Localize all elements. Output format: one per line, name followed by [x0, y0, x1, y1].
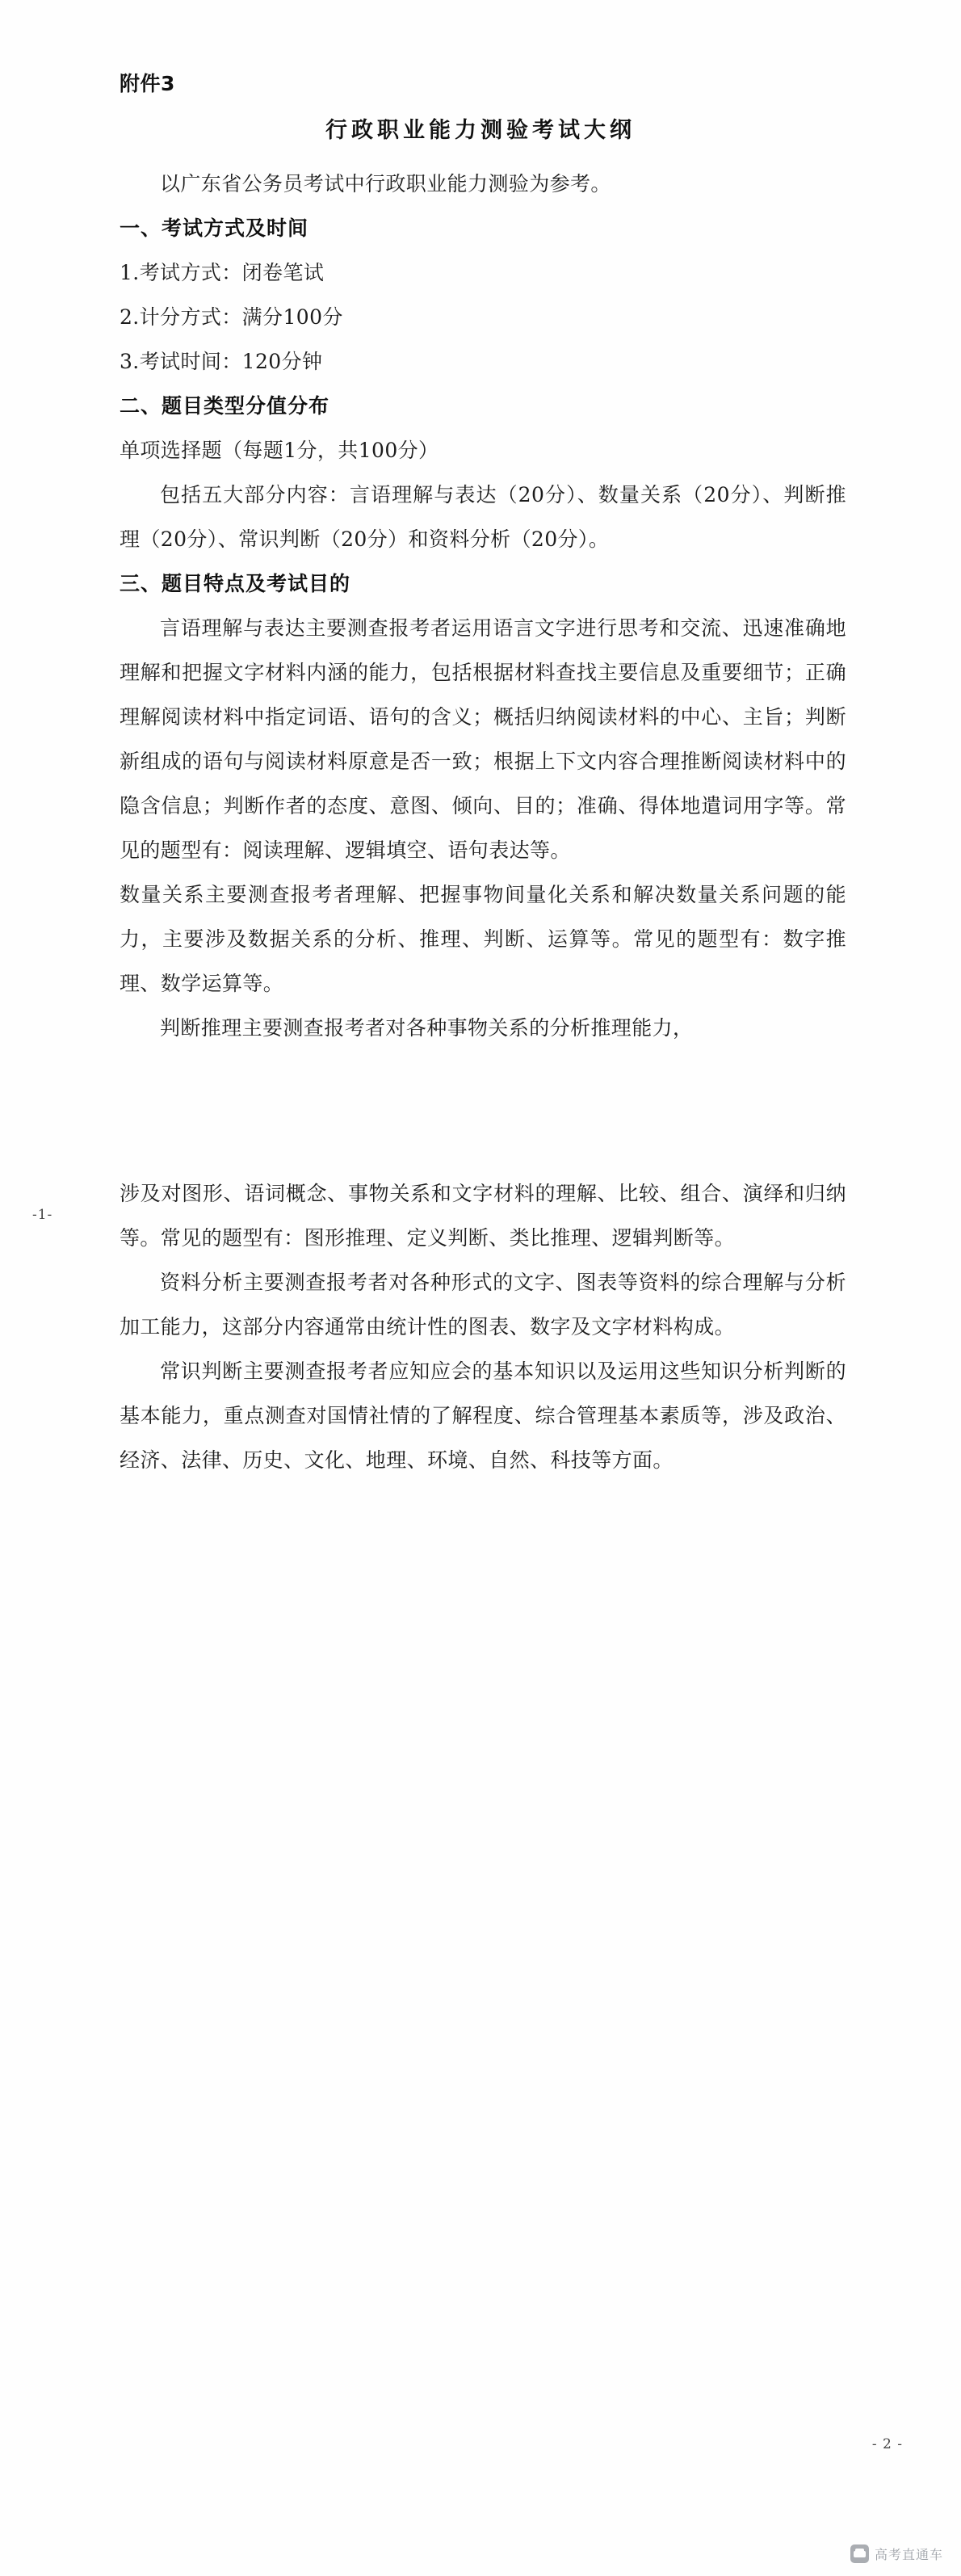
paragraph-judgement-reasoning-part2: 涉及对图形、语词概念、事物关系和文字材料的理解、比较、组合、演绎和归纳等。常见的题型有：图形推理、定义判断、类比推理、逻辑判断等。	[120, 1181, 846, 1250]
document-content	[120, 71, 846, 1482]
section1-item-3: 3.考试时间：120分钟	[120, 349, 323, 373]
paragraph-data-analysis: 资料分析主要测查报考者对各种形式的文字、图表等资料的综合理解与分析加工能力，这部分内容通常由统计性的图表、数字及文字材料构成。	[120, 1270, 846, 1338]
watermark	[850, 2544, 943, 2563]
paragraph-judgement-reasoning-part1: 判断推理主要测查报考者对各种事物关系的分析推理能力，	[160, 1015, 694, 1040]
section1-item-1: 1.考试方式：闭卷笔试	[120, 260, 325, 284]
page-number-1: -1-	[32, 1207, 53, 1223]
paragraph-quantitative-relations: 数量关系主要测查报考者理解、把握事物间量化关系和解决数量关系问题的能力，主要涉及数据关系的分析、推理、判断、运算等。常见的题型有：数字推理、数学运算等。	[120, 882, 846, 995]
section2-line-1: 单项选择题（每题1分，共100分）	[120, 438, 439, 462]
car-icon	[850, 2544, 869, 2563]
page-number-2: - 2 -	[871, 2436, 903, 2452]
page-break-spacer	[120, 1050, 846, 1171]
attachment-label: 附件3	[120, 72, 175, 95]
section-heading-2: 二、题目类型分值分布	[120, 393, 330, 418]
section-heading-1: 一、考试方式及时间	[120, 216, 309, 240]
section1-item-2: 2.计分方式：满分100分	[120, 305, 343, 329]
paragraph-general-knowledge: 常识判断主要测查报考者应知应会的基本知识以及运用这些知识分析判断的基本能力，重点测查对国情社情的了解程度、综合管理基本素质等，涉及政治、经济、法律、历史、文化、地理、环境、自然、科技等方面。	[120, 1359, 846, 1472]
paragraph-verbal-comprehension: 言语理解与表达主要测查报考者运用语言文字进行思考和交流、迅速准确地理解和把握文字材料内涵的能力，包括根据材料查找主要信息及重要细节；正确理解阅读材料中指定词语、语句的含义；概括归纳阅读材料的中心、主旨；判断新组成的语句与阅读材料原意是否一致；根据上下文内容合理推断阅读材料中的隐含信息；判断作者的态度、意图、倾向、目的；准确、得体地遣词用字等。常见的题型有：阅读理解、逻辑填空、语句表达等。	[120, 616, 846, 862]
intro-paragraph: 以广东省公务员考试中行政职业能力测验为参考。	[160, 171, 611, 195]
page-title: 行政职业能力测验考试大纲	[325, 117, 636, 143]
section2-line-2: 包括五大部分内容：言语理解与表达（20分）、数量关系（20分）、判断推理（20分）、常识判断（20分）和资料分析（20分）。	[120, 482, 846, 551]
section-heading-3: 三、题目特点及考试目的	[120, 571, 351, 595]
watermark-label: 高考直通车	[874, 2547, 943, 2562]
